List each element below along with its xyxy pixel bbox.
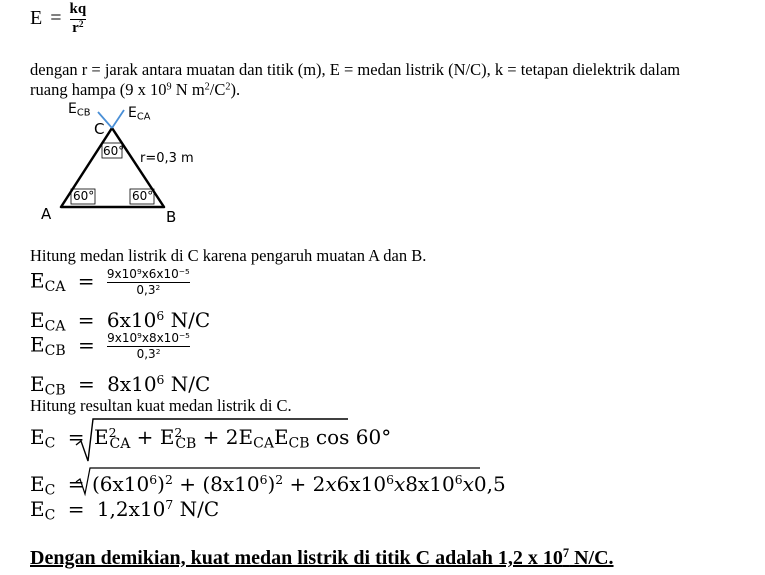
ecb-fraction-eq: $E_{CB}$ = $\frac{9x10^9x8x10^{-5}}{0,3^2}$ — [30, 330, 190, 361]
ecb-fraction — [107, 332, 190, 360]
formula-fraction — [70, 2, 87, 37]
formula-lhs: E — [30, 6, 43, 29]
label-ecb: $E_{CB}$ — [68, 101, 91, 119]
ecb-result: $E_{CB} = 8x10^6$ N/C — [30, 372, 211, 399]
label-eca: $E_{CA}$ — [128, 105, 151, 123]
ecb-denominator: $0,3^2$ — [136, 346, 161, 361]
eca-numerator: $9x10^9x6x10^{-5}$ — [106, 266, 190, 281]
vertex-c-label: C — [94, 120, 105, 138]
side-length-label: r=0,3 m — [140, 151, 194, 166]
angle-b-label: 60° — [132, 189, 154, 203]
eca-result: $E_{CA} = 6x10^6$ N/C — [30, 308, 211, 335]
eca-fraction-eq: $E_{CA}$ = $\frac{9x10^9x6x10^{-5}}{0,3^2}$ — [30, 266, 190, 297]
eca-denominator: $0,3^2$ — [136, 282, 161, 297]
ec-formula: $E_C$ = — [30, 425, 85, 452]
definition-line-1: dengan r = jarak antara muatan dan titik (m), E = medan listrik (N/C), k = tetapan dielektrik dalam — [30, 60, 681, 79]
ec-substitution-radicand: $(6x10^6)^2 + (8x10^6)^2 + 2x6x10^6x8x10^6x0,5$ — [92, 472, 506, 496]
formula-denominator: $r^2$ — [72, 19, 84, 36]
step2-text: Hitung resultan kuat medan listrik di C. — [30, 396, 292, 415]
arrow-eca — [112, 110, 124, 128]
ecb-numerator: $9x10^9x8x10^{-5}$ — [107, 330, 190, 345]
angle-c-label: 60° — [103, 144, 125, 158]
angle-a-label: 60° — [73, 189, 95, 203]
vertex-a-label: A — [41, 205, 52, 223]
conclusion-text: Dengan demikian, kuat medan listrik di titik C adalah 1,2 x $10^7$ N/C. — [30, 546, 614, 569]
vertex-b-label: B — [166, 208, 177, 226]
formula-numerator: kq — [69, 1, 87, 17]
definition-text — [30, 60, 680, 100]
formula-eq: = — [50, 6, 62, 29]
ec-formula-radicand: $E^2_{CA} + E^2_{CB} + 2E_{CA}E_{CB}$ cos 60° — [94, 425, 392, 452]
definition-line-2: ruang hampa (9 x $10^9$ N $m^2/C^2$). — [30, 80, 241, 99]
ec-result: $E_C = 1,2x10^7$ N/C — [30, 497, 220, 524]
eca-fraction — [107, 268, 190, 296]
step1-text: Hitung medan listrik di C karena pengaruh muatan A dan B. — [30, 246, 427, 265]
coulomb-formula — [30, 2, 86, 37]
ec-substitution: $E_C$ = — [30, 472, 85, 499]
